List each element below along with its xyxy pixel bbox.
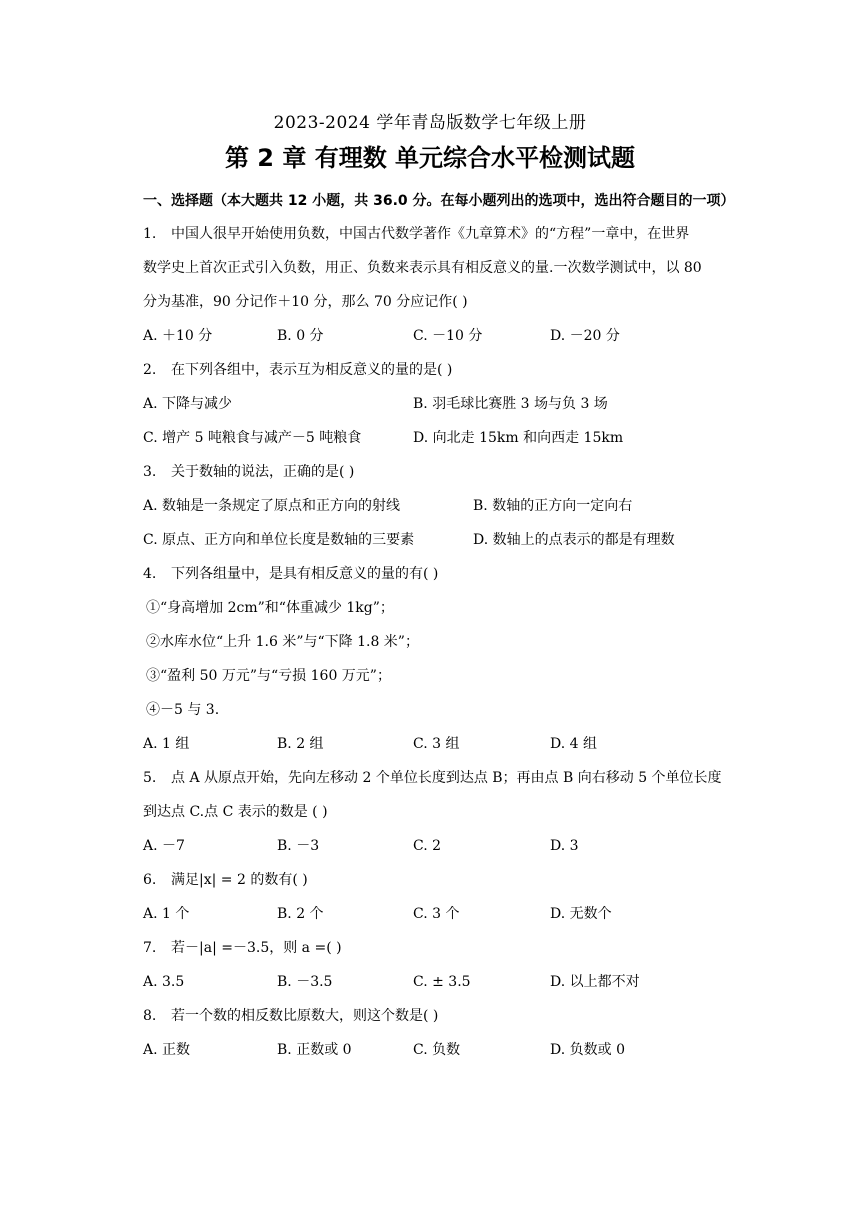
question-6-option-b[interactable]: B. 2 个 xyxy=(277,906,324,922)
question-6-line-1 xyxy=(143,870,308,890)
question-5-option-b[interactable]: B. －3 xyxy=(277,838,320,854)
section-heading: 一、选择题（本大题共 12 小题，共 36.0 分。在每小题列出的选项中，选出符合题目的一项） xyxy=(143,193,735,209)
exam-subtitle: 2023-2024 学年青岛版数学七年级上册 xyxy=(273,113,587,133)
question-8-option-b[interactable]: B. 正数或 0 xyxy=(277,1042,352,1058)
question-3-number: 3. xyxy=(143,464,157,480)
question-4-number: 4. xyxy=(143,566,157,582)
question-4-item-2: ②水库水位“上升 1.6 米”与“下降 1.8 米”； xyxy=(146,634,419,650)
question-1-option-a[interactable]: A. ＋10 分 xyxy=(143,328,213,344)
question-1-line-3: 分为基准，90 分记作＋10 分，那么 70 分应记作( ) xyxy=(143,294,468,310)
question-4-item-4: ④－5 与 3. xyxy=(146,702,220,718)
question-2-option-c[interactable]: C. 增产 5 吨粮食与减产－5 吨粮食 xyxy=(143,430,362,446)
question-7-option-b[interactable]: B. －3.5 xyxy=(277,974,333,990)
question-8-option-a[interactable]: A. 正数 xyxy=(143,1042,191,1058)
exam-title: 第 2 章 有理数 单元综合水平检测试题 xyxy=(224,144,636,172)
question-1-option-b[interactable]: B. 0 分 xyxy=(277,328,324,344)
question-3-option-c[interactable]: C. 原点、正方向和单位长度是数轴的三要素 xyxy=(143,532,415,548)
question-4-item-1: ①“身高增加 2cm”和“体重减少 1kg”； xyxy=(146,600,394,616)
question-7-option-a[interactable]: A. 3.5 xyxy=(143,974,185,990)
question-1-line-2: 数学史上首次正式引入负数，用正、负数来表示具有相反意义的量.一次数学测试中，以 80 xyxy=(143,260,702,276)
question-5-option-d[interactable]: D. 3 xyxy=(550,838,579,854)
question-6-text: 满足|x| = 2 的数有( ) xyxy=(171,872,308,888)
question-3-option-d[interactable]: D. 数轴上的点表示的都是有理数 xyxy=(473,532,675,548)
question-1-option-c[interactable]: C. －10 分 xyxy=(413,328,483,344)
question-2-option-d[interactable]: D. 向北走 15km 和向西走 15km xyxy=(413,430,624,446)
question-2-option-b[interactable]: B. 羽毛球比赛胜 3 场与负 3 场 xyxy=(413,396,608,412)
question-5-text: 点 A 从原点开始，先向左移动 2 个单位长度到达点 B；再由点 B 向右移动 5 个单位长度 xyxy=(171,770,722,786)
question-7-option-c[interactable]: C. ± 3.5 xyxy=(413,974,471,990)
question-4-option-a[interactable]: A. 1 组 xyxy=(143,736,190,752)
question-3-line-1 xyxy=(143,462,354,482)
question-1-text: 中国人很早开始使用负数，中国古代数学著作《九章算术》的“方程”一章中，在世界 xyxy=(171,226,690,242)
question-8-option-c[interactable]: C. 负数 xyxy=(413,1042,461,1058)
question-8-option-d[interactable]: D. 负数或 0 xyxy=(550,1042,625,1058)
question-1-number: 1. xyxy=(143,226,157,242)
question-4-option-c[interactable]: C. 3 组 xyxy=(413,736,460,752)
question-6-option-d[interactable]: D. 无数个 xyxy=(550,906,612,922)
question-4-option-b[interactable]: B. 2 组 xyxy=(277,736,324,752)
question-8-number: 8. xyxy=(143,1008,157,1024)
question-7-option-d[interactable]: D. 以上都不对 xyxy=(550,974,640,990)
question-2-text: 在下列各组中，表示互为相反意义的量的是( ) xyxy=(171,362,453,378)
question-3-option-b[interactable]: B. 数轴的正方向一定向右 xyxy=(473,498,633,514)
question-5-line-2: 到达点 C.点 C 表示的数是 ( ) xyxy=(143,804,328,820)
question-5-option-a[interactable]: A. －7 xyxy=(143,838,185,854)
question-3-option-a[interactable]: A. 数轴是一条规定了原点和正方向的射线 xyxy=(143,498,401,514)
question-4-item-3: ③“盈利 50 万元”与“亏损 160 万元”； xyxy=(146,668,391,684)
question-2-line-1 xyxy=(143,360,452,380)
question-6-option-c[interactable]: C. 3 个 xyxy=(413,906,460,922)
question-6-number: 6. xyxy=(143,872,157,888)
question-4-option-d[interactable]: D. 4 组 xyxy=(550,736,597,752)
question-5-number: 5. xyxy=(143,770,157,786)
question-4-line-1 xyxy=(143,564,438,584)
question-8-line-1 xyxy=(143,1006,438,1026)
question-2-option-a[interactable]: A. 下降与减少 xyxy=(143,396,233,412)
question-7-line-1 xyxy=(143,938,342,958)
question-3-text: 关于数轴的说法，正确的是( ) xyxy=(171,464,355,480)
question-8-text: 若一个数的相反数比原数大，则这个数是( ) xyxy=(171,1008,439,1024)
question-7-text: 若－|a| =－3.5，则 a =( ) xyxy=(171,940,342,956)
question-5-option-c[interactable]: C. 2 xyxy=(413,838,442,854)
question-2-number: 2. xyxy=(143,362,157,378)
question-6-option-a[interactable]: A. 1 个 xyxy=(143,906,190,922)
question-5-line-1 xyxy=(143,768,722,788)
question-4-text: 下列各组量中，是具有相反意义的量的有( ) xyxy=(171,566,439,582)
question-1-option-d[interactable]: D. －20 分 xyxy=(550,328,620,344)
question-7-number: 7. xyxy=(143,940,157,956)
question-1-line-1 xyxy=(143,224,689,244)
